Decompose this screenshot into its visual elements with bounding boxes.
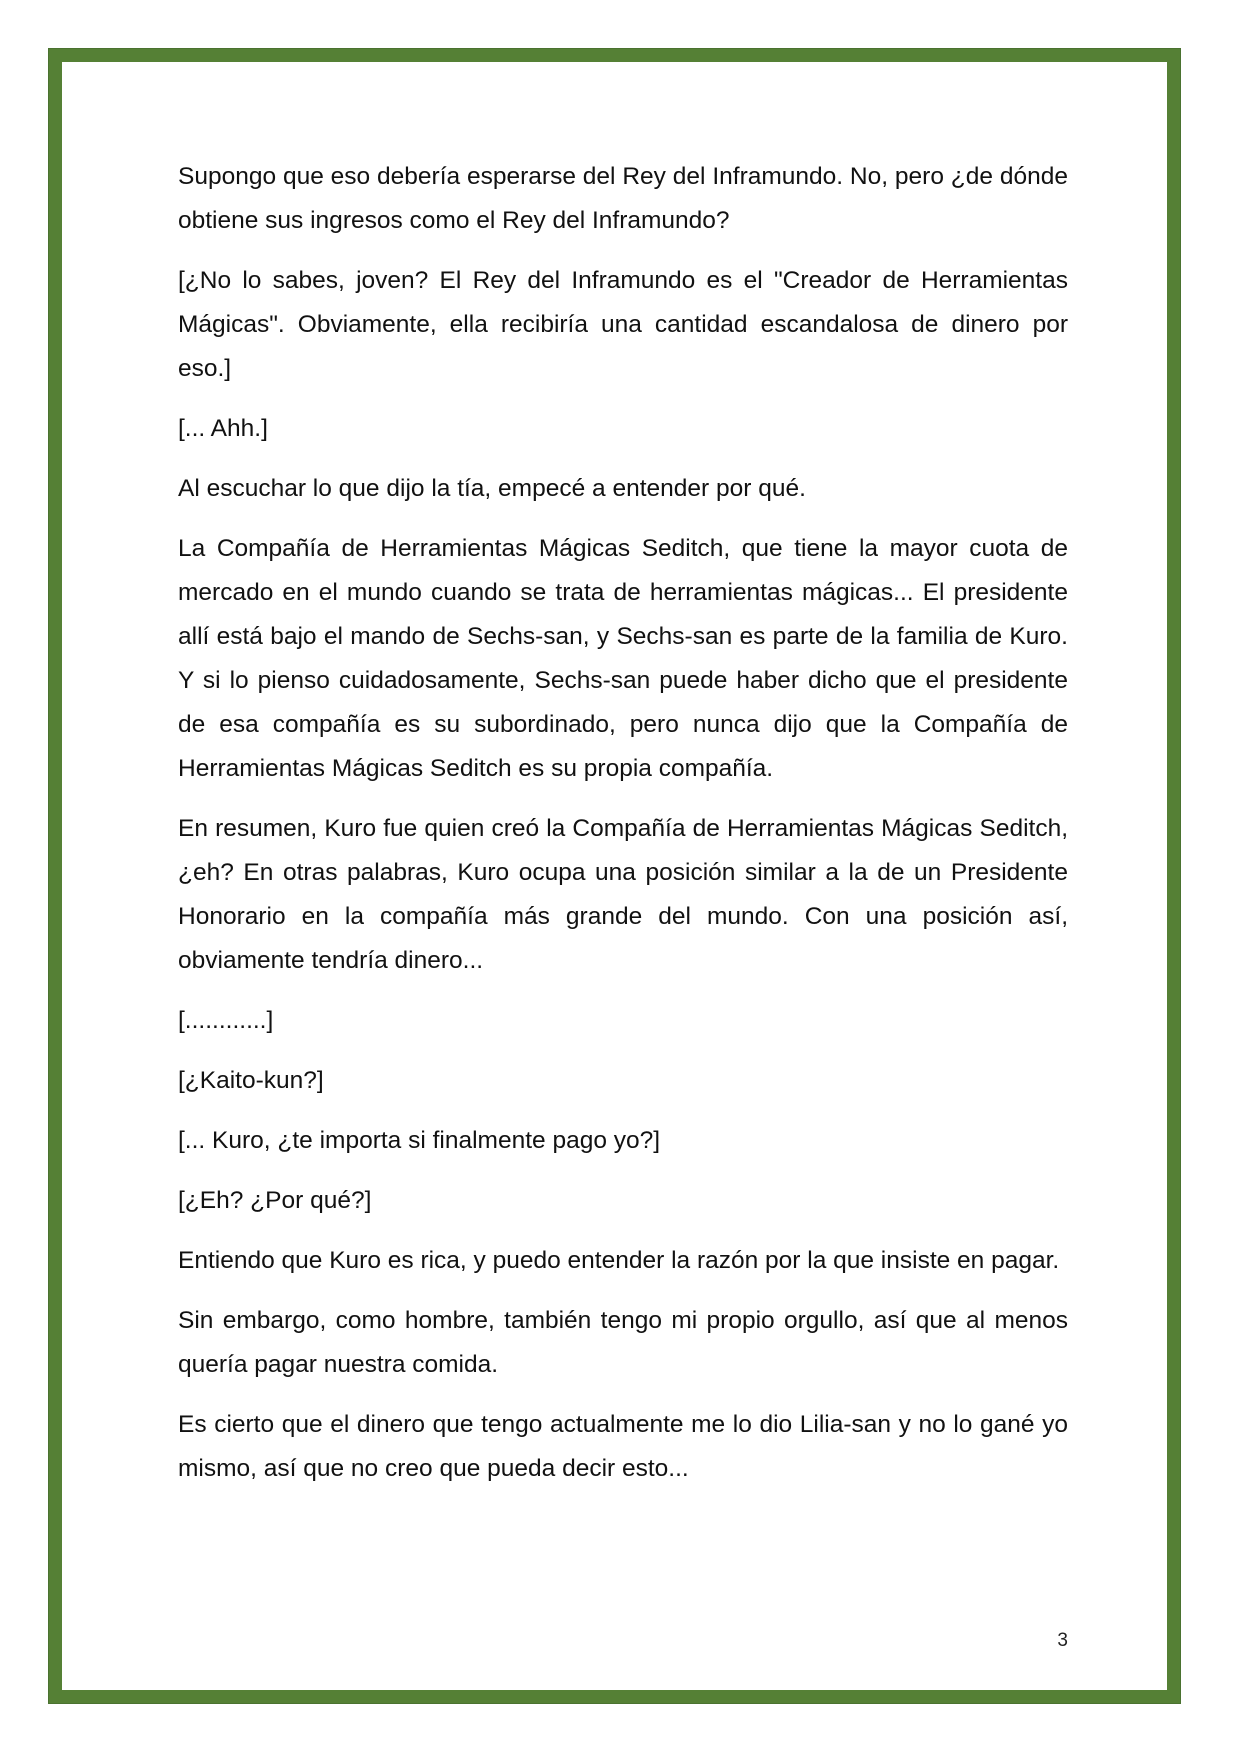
paragraph: [¿Eh? ¿Por qué?] <box>178 1187 372 1214</box>
paragraph: [............] <box>178 1007 274 1034</box>
paragraph: Es cierto que el dinero que tengo actualmente me lo dio Lilia-san y no lo gané yo mismo, así que no creo que pueda decir esto... <box>178 1411 1068 1482</box>
paragraph: Entiendo que Kuro es rica, y puedo entender la razón por la que insiste en pagar. <box>178 1247 1060 1274</box>
paragraph: [¿Kaito-kun?] <box>178 1067 324 1094</box>
paragraph: Al escuchar lo que dijo la tía, empecé a entender por qué. <box>178 475 806 502</box>
paragraph: [... Kuro, ¿te importa si finalmente pago yo?] <box>178 1127 661 1154</box>
paragraph: Sin embargo, como hombre, también tengo mi propio orgullo, así que al menos quería pagar nuestra comida. <box>178 1307 1068 1378</box>
paragraph: Supongo que eso debería esperarse del Rey del Inframundo. No, pero ¿de dónde obtiene sus ingresos como el Rey del Inframundo? <box>178 163 1068 234</box>
paragraph: [... Ahh.] <box>178 415 268 442</box>
document-body <box>178 155 1068 1507</box>
paragraph: La Compañía de Herramientas Mágicas Seditch, que tiene la mayor cuota de mercado en el mundo cuando se trata de herramientas mágicas... El presidente allí está bajo el mando de Sechs-san, y Sechs-san es parte de la familia de Kuro. Y si lo pienso cuidadosamente, Sechs-san puede haber dicho que el presidente de esa compañía es su subordinado, pero nunca dijo que la Compañía de Herramientas Mágicas Seditch es su propia compañía. <box>178 535 1068 782</box>
paragraph: En resumen, Kuro fue quien creó la Compañía de Herramientas Mágicas Seditch, ¿eh? En otras palabras, Kuro ocupa una posición similar a la de un Presidente Honorario en la compañía más grande del mundo. Con una posición así, obviamente tendría dinero... <box>178 815 1068 974</box>
paragraph: [¿No lo sabes, joven? El Rey del Inframundo es el "Creador de Herramientas Mágicas". Obviamente, ella recibiría una cantidad escandalosa de dinero por eso.] <box>178 267 1068 382</box>
page-number: 3 <box>1057 1630 1068 1651</box>
